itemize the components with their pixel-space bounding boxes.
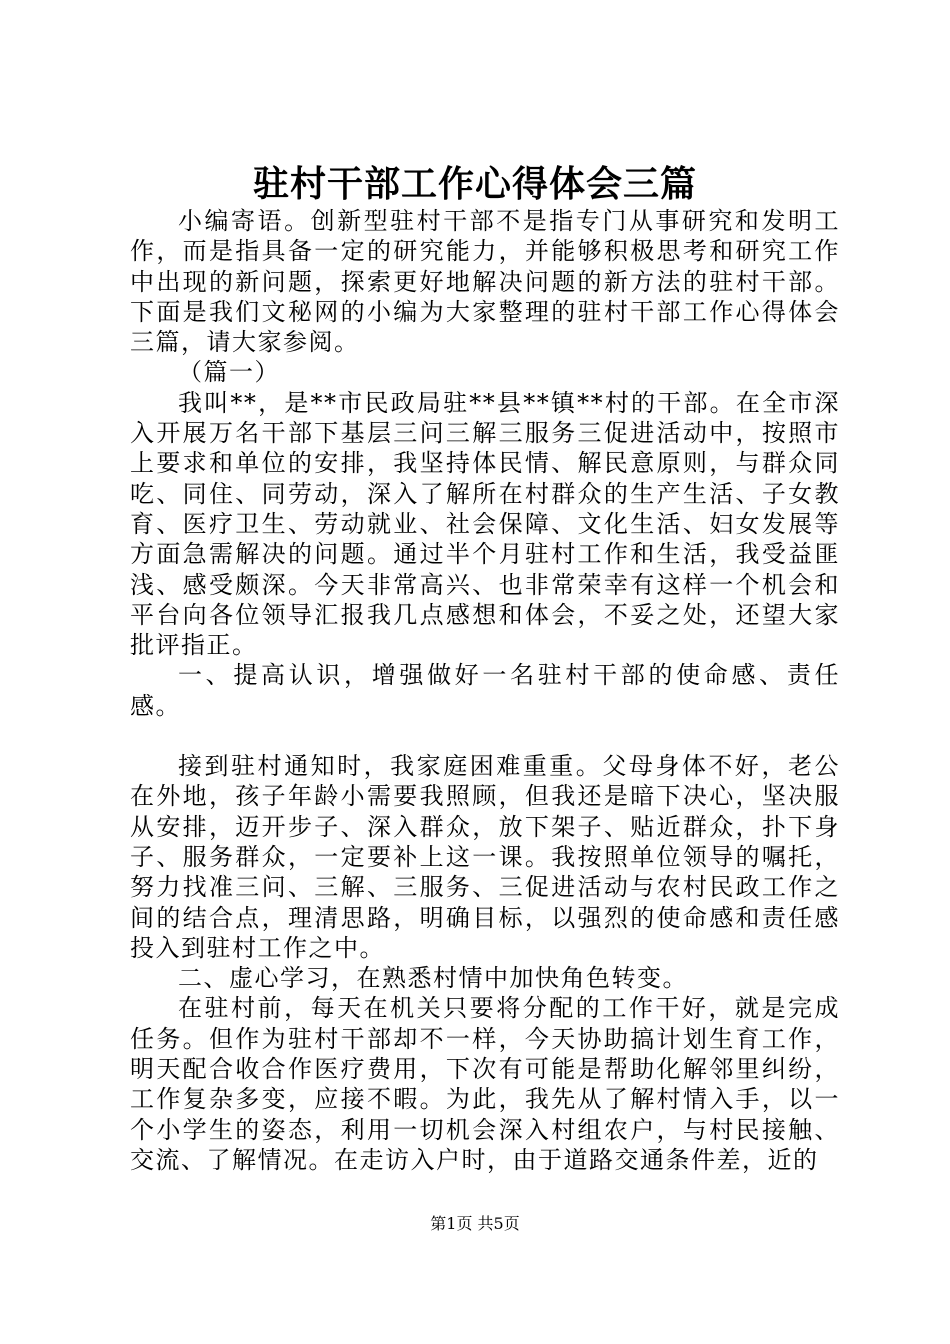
paragraph-section-label: （篇一） [178,358,280,387]
paragraph-self-introduction: 我叫**，是**市民政局驻**县**镇**村的干部。在全市深入开展万名干部下基层三问三解三服务三促进活动中，按照市上要求和单位的安排，我坚持体民情、解民意原则，与群众同吃、同住、同劳动，深入了解所在村群众的生产生活、子女教育、医疗卫生、劳动就业、社会保障、文化生活、妇女发展等方面急需解决的问题。通过半个月驻村工作和生活，我受益匪浅、感受颇深。今天非常高兴、也非常荣幸有这样一个机会和平台向各位领导汇报我几点感想和体会，不妥之处，还望大家批评指正。 [130,388,840,660]
document-title: 驻村干部工作心得体会三篇 [252,163,697,205]
document-body [130,206,840,1175]
heading-point-one: 一、提高认识，增强做好一名驻村干部的使命感、责任感。 [130,661,840,720]
heading-point-two: 二、虚心学习，在熟悉村情中加快角色转变。 [178,964,688,993]
paragraph-point-one: 接到驻村通知时，我家庭困难重重。父母身体不好，老公在外地，孩子年龄小需要我照顾，但我还是暗下决心，坚决服从安排，迈开步子、深入群众，放下架子、贴近群众，扑下身子、服务群众，一定要补上这一课。我按照单位领导的嘱托，努力找准三问、三解、三服务、三促进活动与农村民政工作之间的结合点，理清思路，明确目标，以强烈的使命感和责任感投入到驻村工作之中。 [130,752,840,962]
page-footer: 第1页 共5页 [430,1214,520,1233]
paragraph-intro: 小编寄语。创新型驻村干部不是指专门从事研究和发明工作，而是指具备一定的研究能力，并能够积极思考和研究工作中出现的新问题，探索更好地解决问题的新方法的驻村干部。下面是我们文秘网的小编为大家整理的驻村干部工作心得体会三篇，请大家参阅。 [130,207,840,357]
paragraph-point-two: 在驻村前，每天在机关只要将分配的工作干好，就是完成任务。但作为驻村干部却不一样，今天协助搞计划生育工作，明天配合收合作医疗费用，下次有可能是帮助化解邻里纠纷，工作复杂多变，应接不暇。为此，我先从了解村情入手，以一个小学生的姿态，利用一切机会深入村组农户，与村民接触、交流、了解情况。在走访入户时，由于道路交通条件差，近的 [130,994,840,1174]
